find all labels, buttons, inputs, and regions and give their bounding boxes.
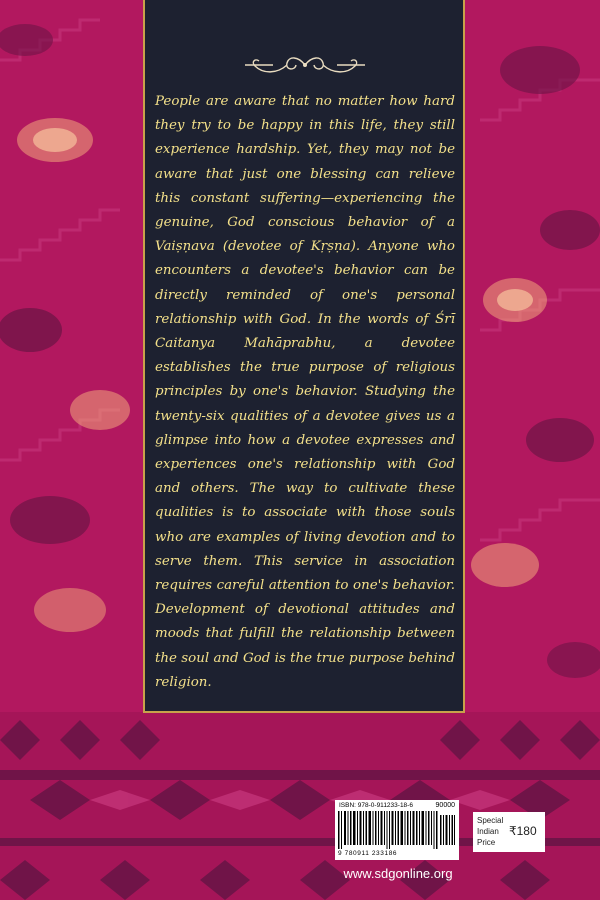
publisher-website: www.sdgonline.org: [343, 866, 453, 881]
barcode-addon: 90000: [435, 802, 455, 809]
back-cover-blurb: People are aware that no matter how hard they try to be happy in this life, they still experience hardship. Yet, they may not be aware that just one blessing can relieve this constant suffering—experiencing the genuine, God conscious behavior of a Vaiṣṇava (devotee of Kṛṣṇa). Anyone who encounters a devotee's behavior can be directly reminded of one's personal relationship with God. In the words of Śrī Caitanya Mahāprabhu, a devotee establishes the true purpose of religious principles by one's behavior. Studying the twenty-six qualities of a devotee gives us a glimpse into how a devotee expresses and experiences one's relationship with God and others. The way to cultivate these qualities is to associate with those souls who are examples of living devotion and to serve them. This service in association requires careful attention to one's behavior. Development of devotional attitudes and moods that fulfill the relationship between the soul and God is the true purpose behind religion.: [155, 94, 455, 690]
price-label-line: Indian: [477, 827, 499, 836]
isbn-number: ISBN: 978-0-911233-18-6: [339, 802, 413, 809]
barcode-digits: 9 780911 233186: [338, 850, 398, 857]
price-tag: [473, 812, 545, 852]
price-label-line: Price: [477, 838, 496, 847]
barcode-icon: [338, 811, 456, 849]
price-label-line: Special: [477, 816, 504, 825]
blurb-panel: [143, 0, 465, 713]
price-value: ₹180: [509, 824, 537, 838]
price-label: [477, 815, 503, 848]
scroll-flourish-icon: [243, 54, 367, 76]
isbn-barcode: [335, 800, 459, 860]
